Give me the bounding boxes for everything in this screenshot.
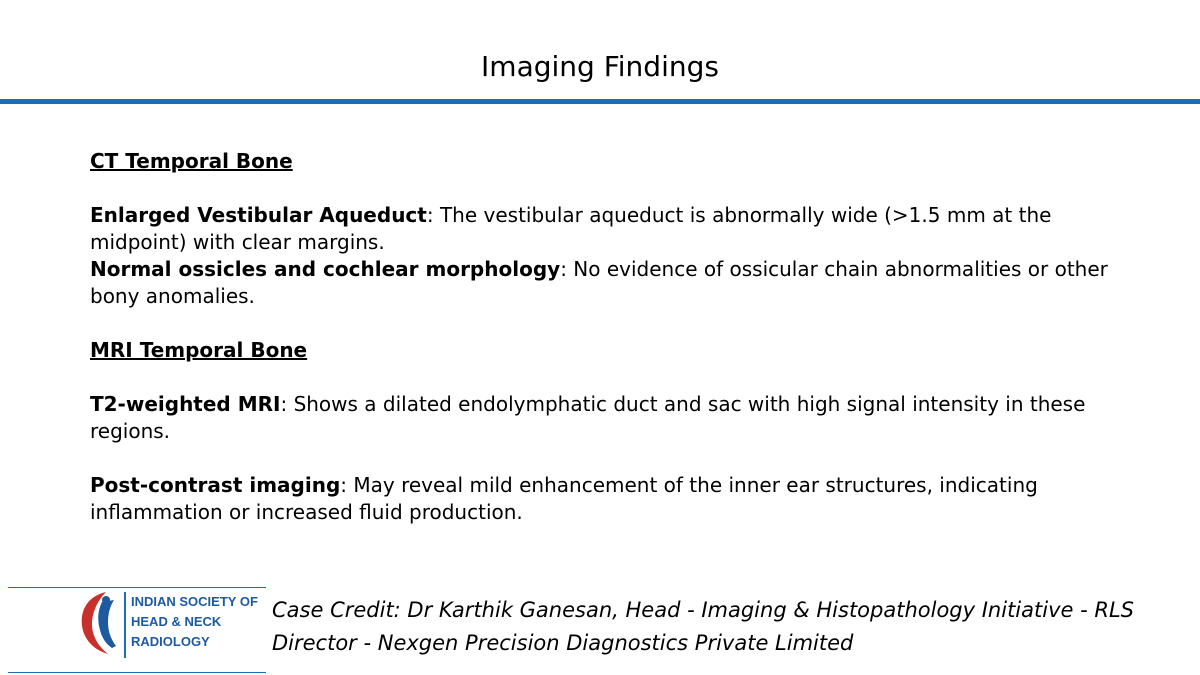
ct-item-text: : The vestibular aqueduct is abnormally wide (>1.5 mm at the midpoint) with clear margins. bbox=[90, 203, 1052, 254]
ct-item-ossicles bbox=[90, 256, 1150, 310]
mri-item-text: : Shows a dilated endolymphatic duct and sac with high signal intensity in these regions. bbox=[90, 392, 1086, 443]
footer-divider-top bbox=[8, 587, 266, 588]
case-credit bbox=[272, 594, 1192, 660]
logo-line: RADIOLOGY bbox=[131, 634, 210, 649]
mri-heading: MRI Temporal Bone bbox=[90, 338, 308, 362]
mri-item-t2 bbox=[90, 391, 1150, 445]
findings-content bbox=[90, 148, 1150, 526]
mri-item-term: T2-weighted MRI bbox=[90, 392, 281, 416]
logo-line: HEAD & NECK bbox=[131, 614, 222, 629]
mri-item-term: Post-contrast imaging bbox=[90, 473, 341, 497]
credit-line-2: Director - Nexgen Precision Diagnostics Private Limited bbox=[272, 631, 854, 655]
mri-item-post-contrast bbox=[90, 472, 1150, 526]
ct-item-term: Normal ossicles and cochlear morphology bbox=[90, 257, 561, 281]
slide-title: Imaging Findings bbox=[481, 50, 719, 83]
ct-item-text: : No evidence of ossicular chain abnormalities or other bony anomalies. bbox=[90, 257, 1108, 308]
title-divider bbox=[0, 99, 1200, 104]
ct-item-term: Enlarged Vestibular Aqueduct bbox=[90, 203, 427, 227]
society-logo-icon bbox=[76, 588, 126, 658]
logo-line: INDIAN SOCIETY OF bbox=[131, 594, 258, 609]
ct-heading: CT Temporal Bone bbox=[90, 149, 293, 173]
ct-item-vestibular-aqueduct bbox=[90, 202, 1150, 256]
mri-item-text: : May reveal mild enhancement of the inner ear structures, indicating inflammation or increased fluid production. bbox=[90, 473, 1038, 524]
credit-line-1: Case Credit: Dr Karthik Ganesan, Head - Imaging & Histopathology Initiative - RLS bbox=[272, 598, 1134, 622]
footer-divider-bottom bbox=[8, 672, 266, 673]
society-logo-text bbox=[124, 592, 260, 658]
